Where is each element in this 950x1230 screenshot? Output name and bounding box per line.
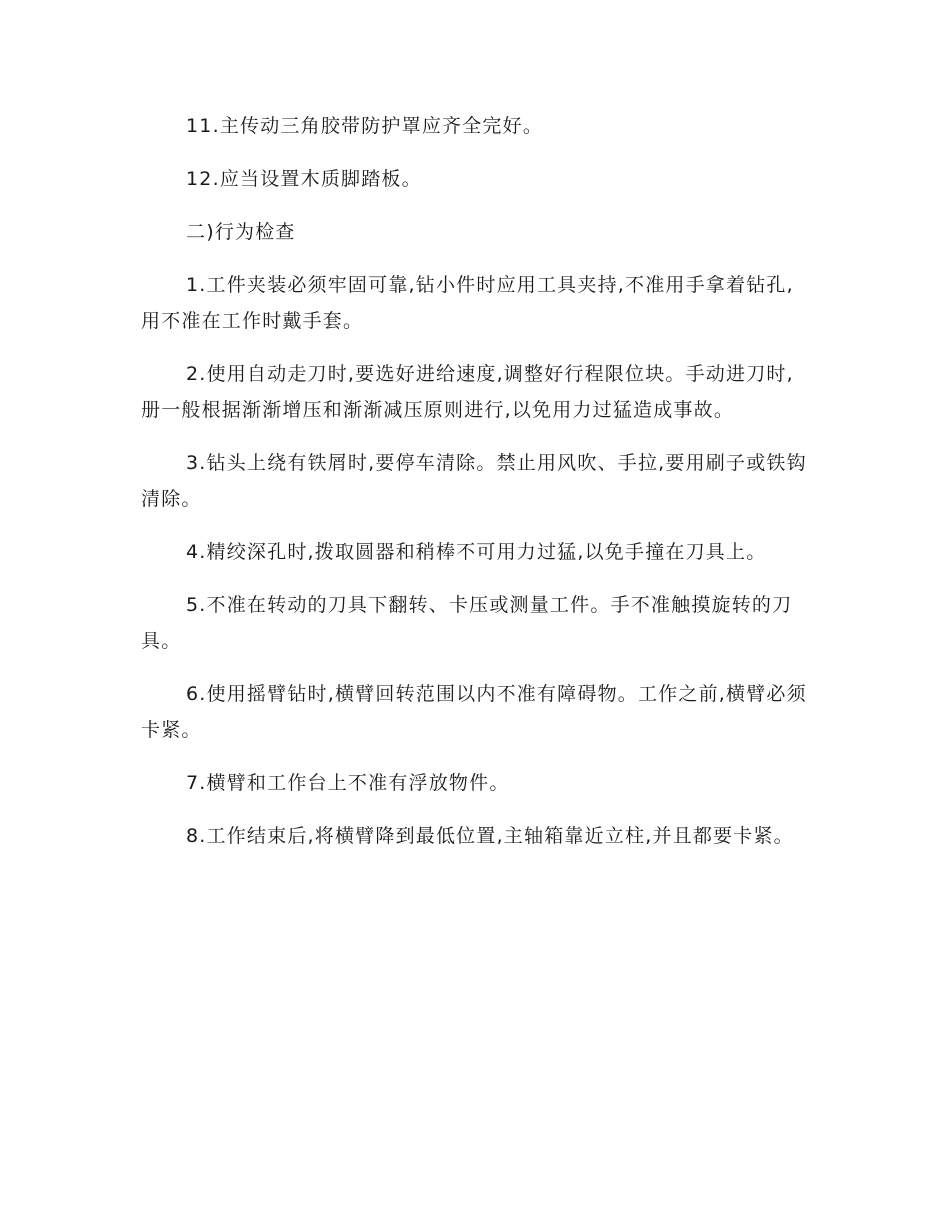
section-heading-behavior-check: 二)行为检查: [186, 221, 296, 243]
paragraph-item-6: 6.使用摇臂钻时,横臂回转范围以内不准有障碍物。工作之前,横臂必须卡紧。: [141, 683, 807, 741]
paragraph-item-12: 12.应当设置木质脚踏板。: [186, 168, 422, 190]
paragraph-item-5: 5.不准在转动的刀具下翻转、卡压或测量工件。手不准触摸旋转的刀具。: [141, 594, 793, 652]
document-body: [141, 108, 809, 871]
paragraph-item-3: 3.钻头上绕有铁屑时,要停车清除。禁止用风吹、手拉,要用刷子或铁钩清除。: [141, 452, 807, 510]
paragraph-item-11: 11.主传动三角胶带防护罩应齐全完好。: [186, 115, 544, 137]
paragraph-item-8: 8.工作结束后,将横臂降到最低位置,主轴箱靠近立柱,并且都要卡紧。: [186, 825, 794, 847]
paragraph-item-1: 1.工件夹装必须牢固可靠,钻小件时应用工具夹持,不准用手拿着钻孔,用不准在工作时戴手套。: [141, 274, 794, 332]
paragraph-item-4: 4.精绞深孔时,拨取圆器和稍棒不可用力过猛,以免手撞在刀具上。: [186, 541, 767, 563]
paragraph-item-2: 2.使用自动走刀时,要选好进给速度,调整好行程限位块。手动进刀时,册一般根据渐渐增压和渐渐减压原则进行,以免用力过猛造成事故。: [141, 363, 794, 421]
paragraph-item-7: 7.横臂和工作台上不准有浮放物件。: [186, 772, 510, 794]
